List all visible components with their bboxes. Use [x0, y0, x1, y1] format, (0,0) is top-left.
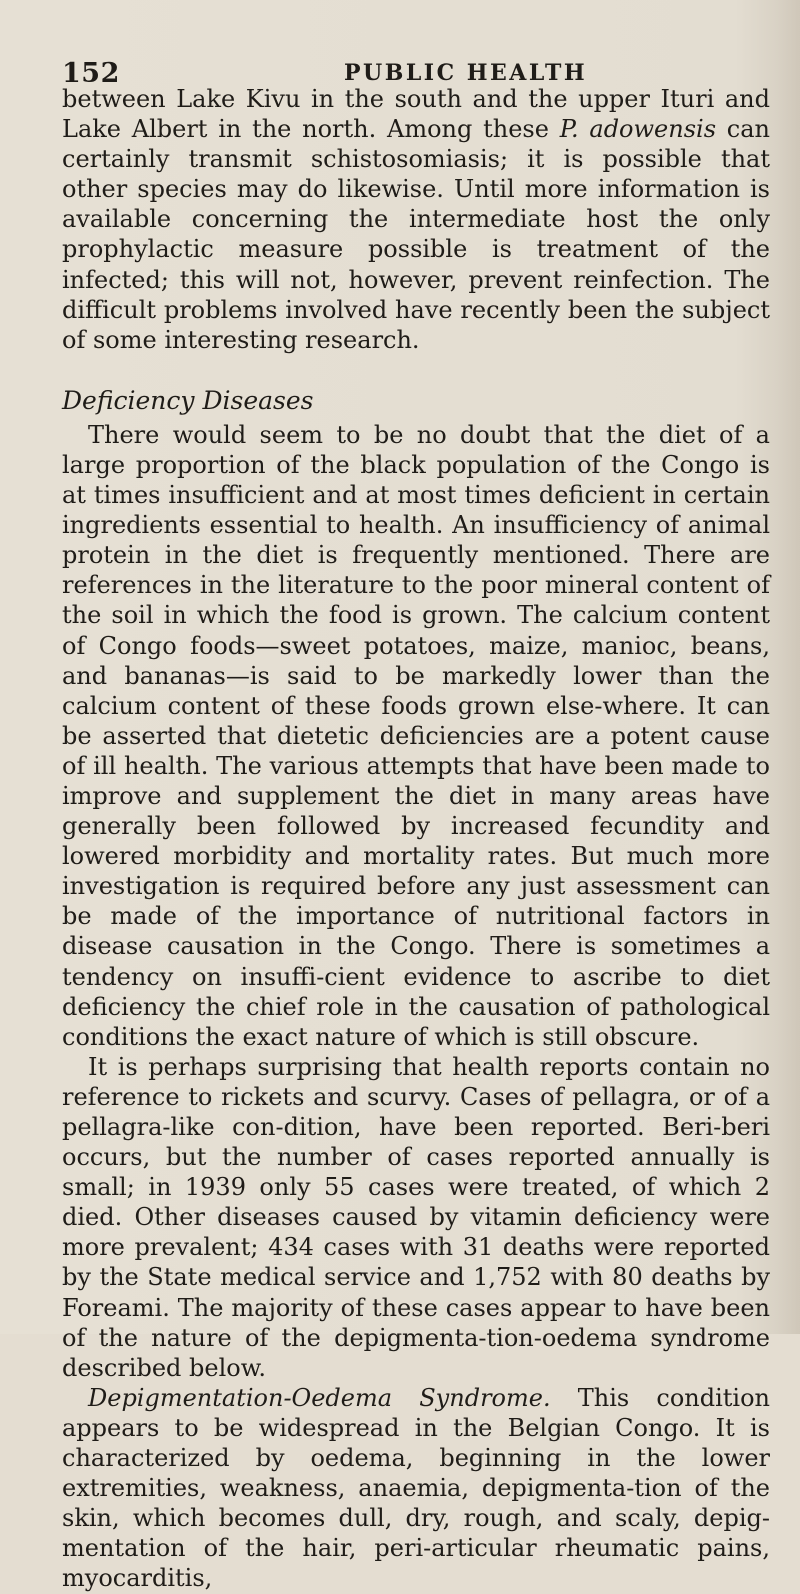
- paragraph-text: can certainly transmit schistosomiasis; it is possible that other species may do likewise. Until more information is available concerning the intermediate host the only prophylactic measure possible is treatment of the infected; this will not, however, prevent reinfection. The difficult problems involved have recently been the subject of some interesting research.: [62, 115, 770, 354]
- page-number: 152: [62, 58, 120, 89]
- paragraph-schistosomiasis: [62, 84, 770, 355]
- paragraph-text: This condition appears to be widespread in the Belgian Congo. It is characterized by oedema, beginning in the lower extremities, weakness, anaemia, depigmenta-tion of the skin, which becomes dull, dry, rough, and scaly, depig-mentation of the hair, peri-articular rheumatic pains, myocarditis,: [62, 1383, 770, 1593]
- paragraph-text: between Lake Kivu in the south and the upper Ituri and Lake Albert in the north. Among these: [62, 85, 770, 144]
- species-name: P. adowensis: [559, 115, 717, 144]
- body-text: [62, 84, 770, 1594]
- paragraph-syndrome: [62, 1383, 770, 1594]
- section-heading: Deficiency Diseases: [62, 385, 314, 415]
- paragraph-diet: There would seem to be no doubt that the diet of a large proportion of the black population of the Congo is at times insufficient and at most times deficient in certain ingredients essential to health. An insufficiency of animal protein in the diet is frequently mentioned. There are references in the literature to the poor mineral content of the soil in which the food is grown. The calcium content of Congo foods—sweet potatoes, maize, manioc, beans, and bananas—is said to be markedly lower than the calcium content of these foods grown else-where. It can be asserted that dietetic deficiencies are a potent cause of ill health. The various attempts that have been made to improve and supplement the diet in many areas have generally been followed by increased fecundity and lowered morbidity and mortality rates. But much more investigation is required before any just assessment can be made of the importance of nutritional factors in disease causation in the Congo. There is sometimes a tendency on insuffi-cient evidence to ascribe to diet deficiency the chief role in the causation of pathological conditions the exact nature of which is still obscure.: [62, 420, 770, 1051]
- running-title: PUBLIC HEALTH: [344, 60, 588, 86]
- run-in-heading: Depigmentation-Oedema Syndrome.: [88, 1383, 551, 1412]
- paragraph-vitamin-diseases: It is perhaps surprising that health reports contain no reference to rickets and scurvy. Cases of pellagra, or of a pellagra-like con-dition, have been reported. Beri-beri occurs, but the number of cases reported annually is small; in 1939 only 55 cases were treated, of which 2 died. Other diseases caused by vitamin deficiency were more prevalent; 434 cases with 31 deaths were reported by the State medical service and 1,752 with 80 deaths by Foreami. The majority of these cases appear to have been of the nature of the depigmenta-tion-oedema syndrome described below.: [62, 1052, 770, 1382]
